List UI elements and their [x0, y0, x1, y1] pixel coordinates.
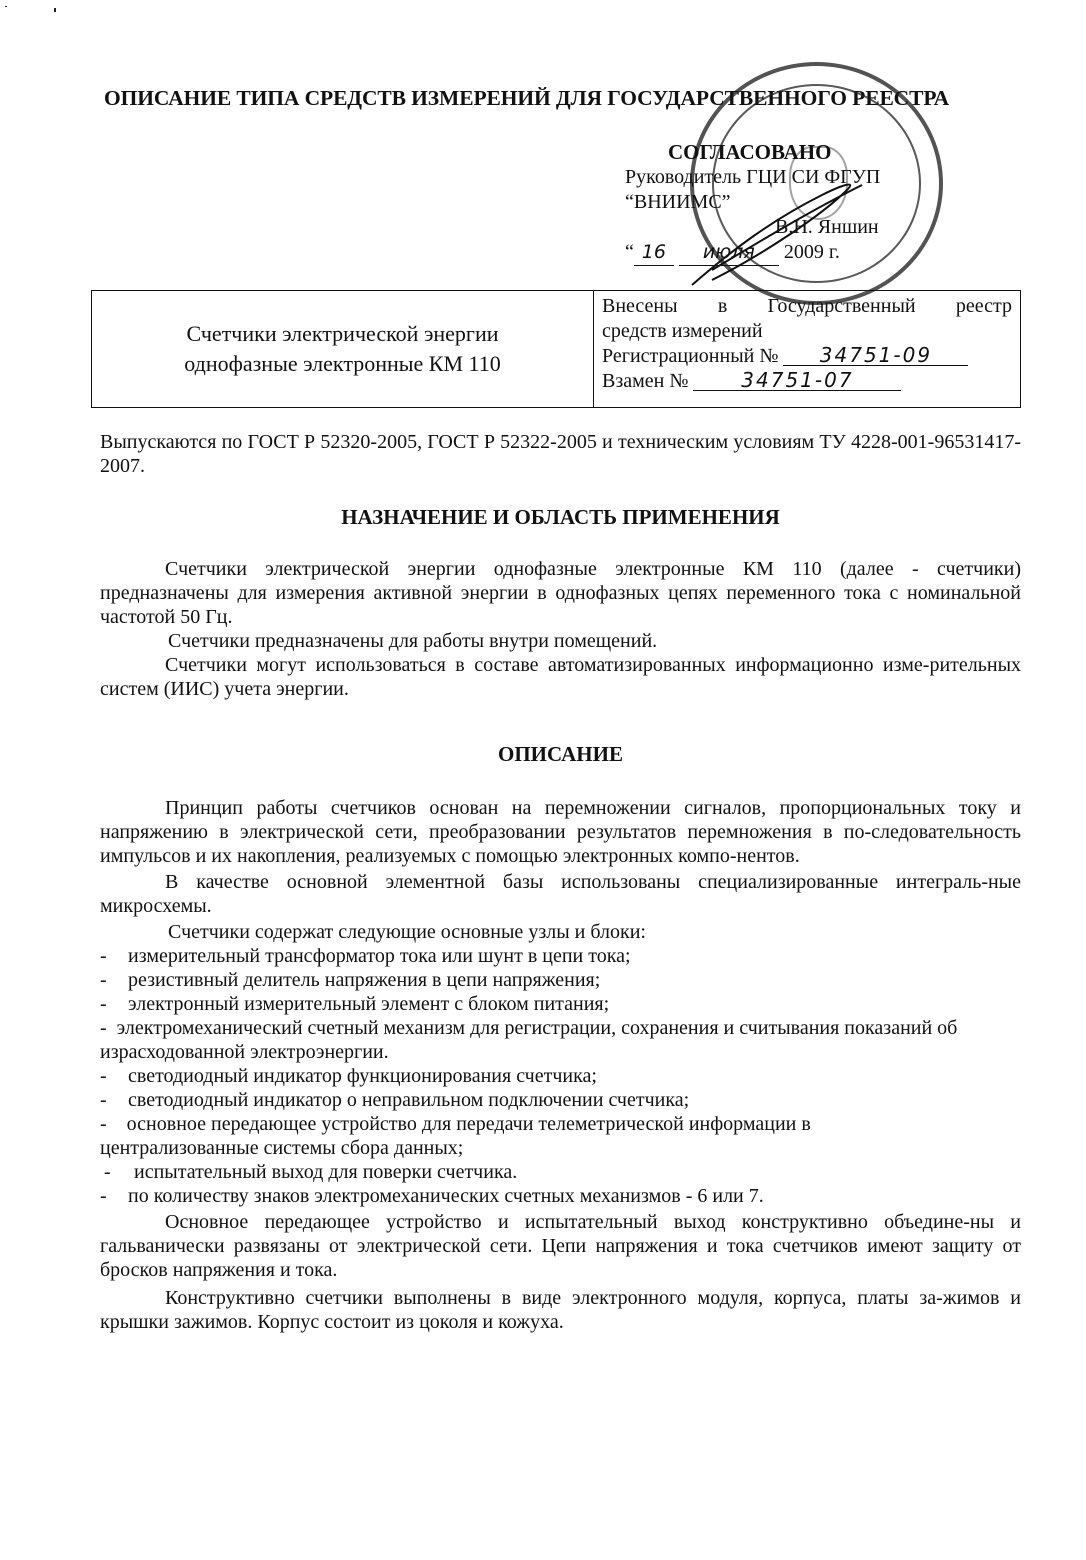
registry-entered-line1: Внесены в Государственный реестр [602, 295, 1012, 317]
registration-number-label: Регистрационный № [602, 345, 779, 367]
list-item [100, 992, 1021, 1016]
list-item [100, 1112, 1021, 1160]
replace-number-row [602, 369, 1012, 394]
list-item-text: основное передающее устройство для передачи телеметрической информации в централизованные системы сбора данных; [100, 1113, 811, 1159]
list-dash: - [100, 1113, 107, 1135]
list-item [100, 1016, 1021, 1064]
list-item-text: светодиодный индикатор о неправильном подключении счетчика; [128, 1089, 690, 1111]
description-paragraph: В качестве основной элементной базы использованы специализированные интеграль-ные микросхемы. [100, 871, 1021, 917]
document-title: ОПИСАНИЕ ТИПА СРЕДСТВ ИЗМЕРЕНИЙ ДЛЯ ГОСУДАРСТВЕННОГО РЕЕСТРА [104, 86, 950, 110]
list-item-text: измерительный трансформатор тока или шунт в цепи тока; [128, 945, 631, 967]
list-item [100, 1064, 1021, 1088]
list-item-text: электромеханический счетный механизм для регистрации, сохранения и считывания показаний об израсходованной электроэнергии. [100, 1017, 958, 1063]
list-item-text: электронный измерительный элемент с блоком питания; [128, 993, 610, 1015]
replace-number-label: Взамен № [602, 370, 689, 392]
approver-signer: В.Н. Яншин [775, 216, 879, 238]
approver-organization: “ВНИИМС” [625, 191, 731, 213]
description-heading: ОПИСАНИЕ [498, 742, 623, 766]
purpose-paragraph: Счетчики электрической энергии однофазные электронные КМ 110 (далее - счетчики) предназначены для измерения активной энергии в однофазных цепях переменного тока с номинальной частотой 50 Гц. [100, 558, 1021, 628]
list-dash: - [104, 1161, 111, 1183]
components-list [100, 944, 1021, 1208]
date-quote: “ [625, 241, 634, 263]
standards-text: Выпускаются по ГОСТ Р 52320-2005, ГОСТ Р 52322-2005 и техническим условиям ТУ 4228-001-96531417-2007. [100, 431, 1021, 477]
purpose-paragraph: Счетчики предназначены для работы внутри помещений. [168, 630, 658, 652]
registration-number-value: 34751-09 [783, 345, 968, 366]
product-name-line1: Счетчики электрической энергии [186, 321, 499, 346]
list-dash: - [100, 993, 107, 1015]
list-item [100, 944, 1021, 968]
list-item-text: светодиодный индикатор функционирования счетчика; [128, 1065, 597, 1087]
list-item-text: испытательный выход для поверки счетчика. [134, 1161, 518, 1183]
list-dash: - [100, 1065, 107, 1087]
date-day: 16 [634, 240, 674, 266]
registry-table [91, 290, 1021, 408]
handwritten-signature-icon [672, 160, 912, 290]
list-item [100, 1184, 1021, 1208]
product-name-line2: однофазные электронные КМ 110 [184, 351, 501, 376]
list-dash: - [100, 945, 107, 967]
list-item [100, 1160, 1021, 1184]
list-dash: - [100, 1017, 107, 1039]
description-paragraph: Конструктивно счетчики выполнены в виде электронного модуля, корпуса, платы за-жимов и крышки зажимов. Корпус состоит из цоколя и кожуха. [100, 1287, 1021, 1333]
approver-position: Руководитель ГЦИ СИ ФГУП [625, 166, 881, 188]
list-dash: - [100, 1185, 107, 1207]
purpose-section [100, 557, 1021, 701]
registry-entered-line2: средств измерений [602, 320, 763, 342]
purpose-paragraph: Счетчики могут использоваться в составе автоматизированных информационно изме-рительных систем (ИИС) учета энергии. [100, 654, 1021, 700]
replace-number-value: 34751-07 [693, 370, 901, 391]
list-dash: - [100, 969, 107, 991]
product-name-cell [92, 291, 594, 407]
scan-speck [54, 8, 56, 12]
registry-info-cell [594, 291, 1020, 407]
date-month: июля [679, 240, 779, 266]
list-item [100, 1088, 1021, 1112]
list-dash: - [100, 1089, 107, 1111]
description-paragraph: Принцип работы счетчиков основан на перемножении сигналов, пропорциональных току и напряжению в электрической сети, преобразовании результатов перемножения в по-следовательность импульсов и их накопления, реализуемых с помощью электронных компо-нентов. [100, 797, 1021, 867]
list-item [100, 968, 1021, 992]
description-paragraph: Счетчики содержат следующие основные узлы и блоки: [168, 921, 646, 943]
list-item-text: по количеству знаков электромеханических счетных механизмов - 6 или 7. [128, 1185, 764, 1207]
list-item-text: резистивный делитель напряжения в цепи напряжения; [128, 969, 601, 991]
registration-number-row [602, 344, 1012, 369]
purpose-heading: НАЗНАЧЕНИЕ И ОБЛАСТЬ ПРИМЕНЕНИЯ [341, 505, 780, 529]
scan-speck [5, 6, 7, 7]
approval-heading: СОГЛАСОВАНО [668, 140, 832, 164]
description-paragraph: Основное передающее устройство и испытательный выход конструктивно объедине-ны и гальванически развязаны от электрической сети. Цепи напряжения и тока счетчиков имеют защиту от бросков напряжения и тока. [100, 1211, 1021, 1281]
description-section [100, 796, 1021, 1334]
date-year: 2009 г. [783, 241, 840, 263]
standards-paragraph [100, 430, 1021, 478]
